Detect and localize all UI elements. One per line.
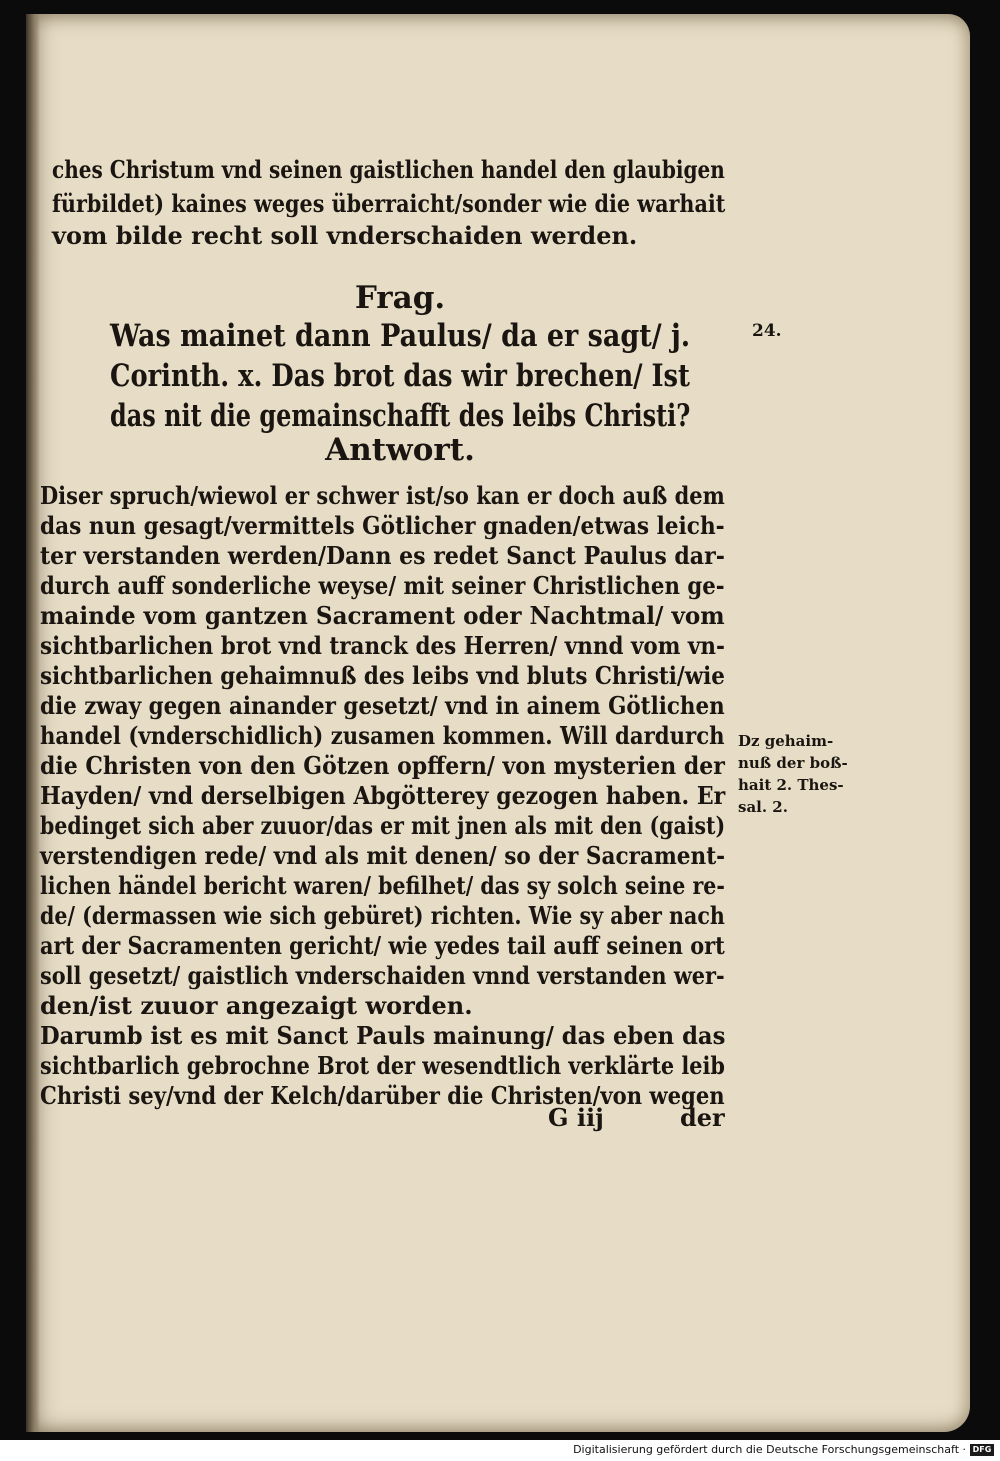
- text-line: fürbildet) kaines weges überraicht/sonder wie die warhait: [52, 189, 726, 218]
- text-line: vom bilde recht soll vnderschaiden werden.: [52, 221, 638, 250]
- text-line: die zway gegen ainander gesetzt/ vnd in ainem Götlichen: [40, 691, 725, 720]
- margin-note-line: hait 2. Thes-: [738, 776, 844, 794]
- page-gutter-shadow: [26, 14, 40, 1432]
- text-line: das nun gesagt/vermittels Götlicher gnaden/etwas leich-: [40, 511, 725, 540]
- question-label: Frag.: [354, 280, 446, 316]
- text-line: ter verstanden werden/Dann es redet Sanct Paulus dar-: [40, 541, 725, 570]
- text-line: art der Sacramenten gericht/ wie yedes tail auff seinen ort: [40, 931, 725, 960]
- question-line: Corinth. x. Das brot das wir brechen/ Ist: [110, 358, 690, 394]
- margin-note-line: Dz gehaim-: [738, 732, 834, 750]
- dfg-logo: DFG: [970, 1444, 994, 1456]
- text-line: ches Christum vnd seinen gaistlichen handel den glaubigen: [52, 155, 725, 184]
- text-line: den/ist zuuor angezaigt worden.: [40, 991, 473, 1020]
- text-line: Diser spruch/wiewol er schwer ist/so kan er doch auß dem: [40, 481, 725, 510]
- folio-number: 24.: [752, 321, 782, 341]
- text-line: de/ (dermassen wie sich gebüret) richten. Wie sy aber nach: [40, 901, 725, 930]
- text-line: Hayden/ vnd derselbigen Abgötterey gezogen haben. Er: [40, 781, 726, 810]
- text-line: verstendigen rede/ vnd als mit denen/ so der Sacrament-: [40, 841, 726, 870]
- signature-mark: G iij: [548, 1103, 604, 1132]
- question-line: Was mainet dann Paulus/ da er sagt/ j.: [110, 318, 691, 354]
- margin-note-line: sal. 2.: [738, 798, 788, 816]
- text-line: mainde vom gantzen Sacrament oder Nachtmal/ vom: [40, 601, 725, 630]
- footer-bar: [0, 1440, 1000, 1461]
- text-line: lichen händel bericht waren/ befilhet/ das sy solch seine re-: [40, 871, 725, 900]
- text-line: soll gesetzt/ gaistlich vnderschaiden vnnd verstanden wer-: [40, 961, 725, 990]
- margin-note-line: nuß der boß-: [738, 754, 848, 772]
- catchword: der: [680, 1103, 725, 1132]
- text-line: die Christen von den Götzen opffern/ von mysterien der: [40, 751, 725, 780]
- text-line: sichtbarlichen gehaimnuß des leibs vnd bluts Christi/wie: [40, 661, 725, 690]
- text-line: handel (vnderschidlich) zusamen kommen. Will dardurch: [40, 721, 725, 750]
- text-line: sichtbarlich gebrochne Brot der wesendtlich verklärte leib: [40, 1051, 725, 1080]
- funding-credit: Digitalisierung gefördert durch die Deutsche Forschungsgemeinschaft ·: [573, 1443, 966, 1456]
- text-line: bedinget sich aber zuuor/das er mit jnen als mit den (gaist): [40, 811, 726, 840]
- text-line: durch auff sonderliche weyse/ mit seiner Christlichen ge-: [40, 571, 725, 600]
- answer-label: Antwort.: [325, 432, 475, 468]
- text-line: Christi sey/vnd der Kelch/darüber die Christen/von wegen: [40, 1081, 725, 1110]
- question-line: das nit die gemainschafft des leibs Christi?: [110, 398, 691, 434]
- text-line: Darumb ist es mit Sanct Pauls mainung/ das eben das: [40, 1021, 726, 1050]
- text-line: sichtbarlichen brot vnd tranck des Herren/ vnnd vom vn-: [40, 631, 725, 660]
